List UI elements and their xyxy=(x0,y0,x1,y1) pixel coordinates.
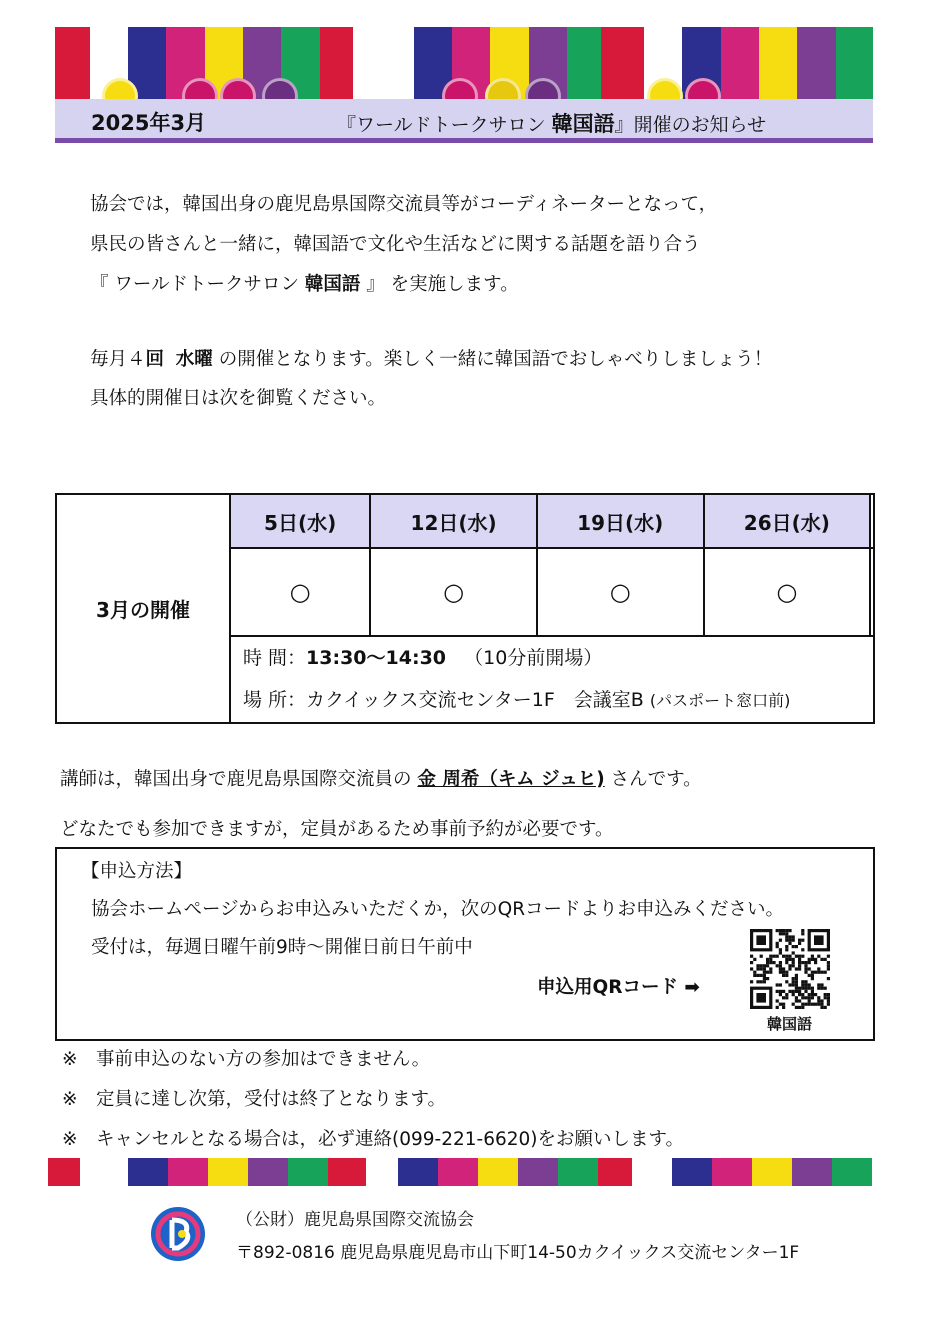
stripe-block xyxy=(797,27,835,99)
schedule-mark: ○ xyxy=(230,548,370,636)
stripe-block xyxy=(248,1158,288,1186)
place-info: 場 所：カクイックス交流センター1F 会議室B (パスポート窓口前) xyxy=(243,689,791,711)
stripe-block xyxy=(48,1158,80,1186)
stripe-block xyxy=(328,1158,366,1186)
stripe-block xyxy=(55,27,90,99)
footer-address: 〒892-0816 鹿児島県鹿児島市山下町14-50カクイックス交流センター1F xyxy=(236,1243,800,1263)
footer-org: （公財）鹿児島県国際交流協会 xyxy=(236,1210,474,1230)
stripe-block xyxy=(438,1158,478,1186)
stripe-block xyxy=(80,1158,128,1186)
note-1: ※ 事前申込のない方の参加はできません。 xyxy=(62,1049,431,1070)
stripe-block xyxy=(632,1158,672,1186)
stripe-block xyxy=(208,1158,248,1186)
stripe-block xyxy=(567,27,601,99)
stripe-block xyxy=(168,1158,208,1186)
apply-line-1: 協会ホームページからお申込みいただくか，次のQRコードよりお申込みください。 xyxy=(91,899,785,920)
stripe-block xyxy=(836,27,873,99)
stripe-block xyxy=(832,1158,872,1186)
apply-heading: 【申込方法】 xyxy=(81,861,193,882)
schedule-date: 12日(水) xyxy=(370,494,537,548)
title-bar xyxy=(55,99,873,143)
stripe-block xyxy=(558,1158,598,1186)
top-decorative-banner xyxy=(55,27,873,99)
schedule-mark: ○ xyxy=(370,548,537,636)
schedule-date: 19日(水) xyxy=(537,494,704,548)
title-date: 2025年3月 xyxy=(91,111,207,135)
time-info: 時 間：13:30～14:30 （10分前開場） xyxy=(243,647,603,669)
schedule-table xyxy=(55,493,875,724)
qr-caption: 韓国語 xyxy=(767,1015,813,1033)
apply-line-2: 受付は，毎週日曜午前9時～開催日前日午前中 xyxy=(91,937,473,958)
schedule-date xyxy=(870,494,874,548)
bottom-decorative-banner xyxy=(48,1158,882,1186)
stripe-block xyxy=(518,1158,558,1186)
stripe-block xyxy=(601,27,644,99)
intro-line-4: 毎月４回 水曜 の開催となります。楽しく一緒に韓国語でおしゃべりしましょう！ xyxy=(90,349,773,370)
instructor-name: 金 周希（キム ジュヒ) xyxy=(417,769,605,790)
schedule-mark xyxy=(870,548,874,636)
schedule-mark: ○ xyxy=(537,548,704,636)
intro-line-2: 県民の皆さんと一緒に，韓国語で文化や生活などに関する話題を語り合う xyxy=(90,234,701,255)
qr-code[interactable] xyxy=(750,929,830,1009)
stripe-block xyxy=(398,1158,438,1186)
intro-line-5: 具体的開催日は次を御覧ください。 xyxy=(90,388,387,409)
stripe-block xyxy=(288,1158,328,1186)
table-row xyxy=(56,494,874,548)
qr-label: 申込用QRコード ➡ xyxy=(537,977,700,998)
stripe-block xyxy=(366,1158,398,1186)
intro-line-1: 協会では，韓国出身の鹿児島県国際交流員等がコーディネーターとなって， xyxy=(90,194,718,215)
organization-logo-icon xyxy=(148,1204,208,1264)
stripe-block xyxy=(128,1158,168,1186)
reservation-notice: どなたでも参加できますが，定員があるため事前予約が必要です。 xyxy=(60,819,614,840)
stripe-block xyxy=(478,1158,518,1186)
stripe-block xyxy=(752,1158,792,1186)
schedule-mark: ○ xyxy=(704,548,871,636)
stripe-block xyxy=(712,1158,752,1186)
schedule-date: 26日(水) xyxy=(704,494,871,548)
stripe-block xyxy=(721,27,759,99)
stripe-block xyxy=(792,1158,832,1186)
page-title: 『ワールドトークサロン 韓国語』開催のお知らせ xyxy=(337,112,767,136)
stripe-block xyxy=(759,27,797,99)
instructor-line: 講師は，韓国出身で鹿児島県国際交流員の 金 周希（キム ジュヒ) さんです。 xyxy=(60,769,702,790)
schedule-info xyxy=(230,636,874,723)
intro-line-3: 『 ワールドトークサロン 韓国語 』 を実施します。 xyxy=(90,274,519,295)
stripe-block xyxy=(353,27,413,99)
stripe-block xyxy=(598,1158,632,1186)
stripe-block xyxy=(672,1158,712,1186)
note-2: ※ 定員に達し次第，受付は終了となります。 xyxy=(62,1089,447,1110)
schedule-row-label: 3月の開催 xyxy=(56,494,230,723)
stripe-block xyxy=(320,27,354,99)
note-3: ※ キャンセルとなる場合は，必ず連絡(099-221-6620)をお願いします。 xyxy=(62,1129,685,1150)
schedule-date: 5日(水) xyxy=(230,494,370,548)
